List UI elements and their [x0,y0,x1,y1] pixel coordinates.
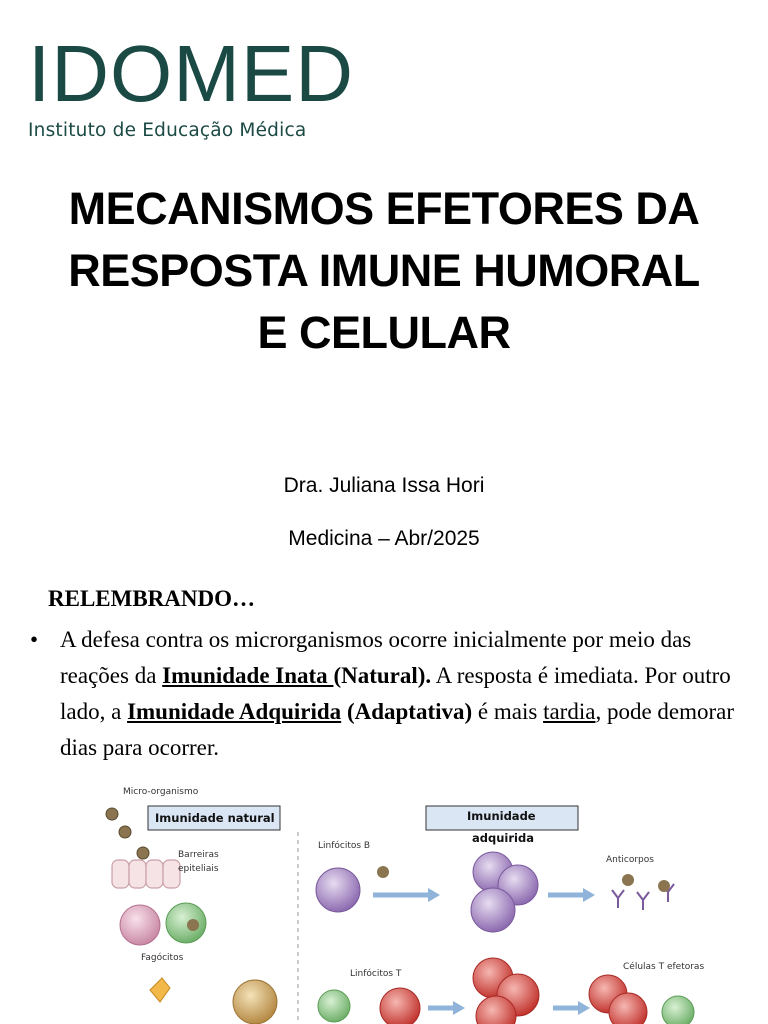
nk-cell-fragment-icon [150,978,170,1002]
arrow-head-t-expansion [453,1001,465,1015]
title-line-1: MECANISMOS EFETORES DA [68,183,700,234]
ingested-microbe-icon [187,919,199,931]
immunity-diagram [98,780,738,1024]
bullet-text-part-5: , pode demorar dias para ocorrer. [60,699,735,760]
phagocyte-cell-pink [120,905,160,945]
term-adaptive-paren: (Adaptativa) [346,699,473,724]
innate-cell-orange [233,980,277,1024]
adaptive-immunity-label-2: adquirida [472,831,534,845]
antibodies-label: Anticorpos [606,855,654,865]
bullet-text-part-2: A resposta é imediata. Por outro lado, a [60,663,731,724]
b-cell-naive [316,868,360,912]
bullet-text-part-1: A defesa contra os microrganismos ocorre inicialmente por meio das reações da [60,627,692,688]
phagocyte-cell-green [166,903,206,943]
term-adaptive-immunity: Imunidade Adquirida [127,699,342,724]
effector-t-cells [589,975,647,1024]
effector-t-label: Células T efetoras [623,962,705,972]
idomed-logo [28,29,368,141]
epithelial-barrier-icon [112,860,180,888]
t-cell-naive [380,988,420,1024]
epithelial-label-2: epiteliais [178,864,219,874]
arrow-head-effector [578,1001,590,1015]
phagocytes-label: Fagócitos [141,953,184,963]
term-innate-immunity: Imunidade Inata [162,663,334,688]
term-late: tardia [543,699,596,724]
section-heading: RELEMBRANDO… [48,586,256,611]
logo-subtitle: Instituto de Educação Médica [28,120,307,141]
microbe-icon [106,808,149,859]
bullet-marker: • [30,627,39,652]
slide-title [0,178,768,364]
logo-wordmark: IDOMED [28,29,354,118]
course-date: Medicina – Abr/2025 [288,527,480,550]
antigen-microbe-icon [377,866,389,878]
apc-cell-green [318,990,350,1022]
b-cells-label: Linfócitos B [318,841,371,851]
b-cell-cluster [471,852,538,932]
author-name: Dra. Juliana Issa Hori [283,474,485,497]
microorganism-label: Micro-organismo [123,787,199,797]
epithelial-label-1: Barreiras [178,850,219,860]
adaptive-immunity-label-1: Imunidade [467,809,536,823]
arrow-head-antibodies [583,888,595,902]
t-cells-label: Linfócitos T [350,969,402,979]
antibody-bound-microbe-icon [622,874,670,892]
term-innate-natural: (Natural). [333,663,432,688]
target-cell-green [662,996,694,1024]
title-line-3: E CELULAR [257,307,511,358]
bullet-item [30,622,745,766]
arrow-head-b-expansion [428,888,440,902]
immunity-diagram-svg [98,780,738,1024]
t-cell-cluster [473,958,539,1024]
bullet-text [60,622,745,766]
innate-immunity-label: Imunidade natural [155,811,275,825]
bullet-text-part-4: é mais [472,699,544,724]
title-line-2: RESPOSTA IMUNE HUMORAL [68,245,700,296]
